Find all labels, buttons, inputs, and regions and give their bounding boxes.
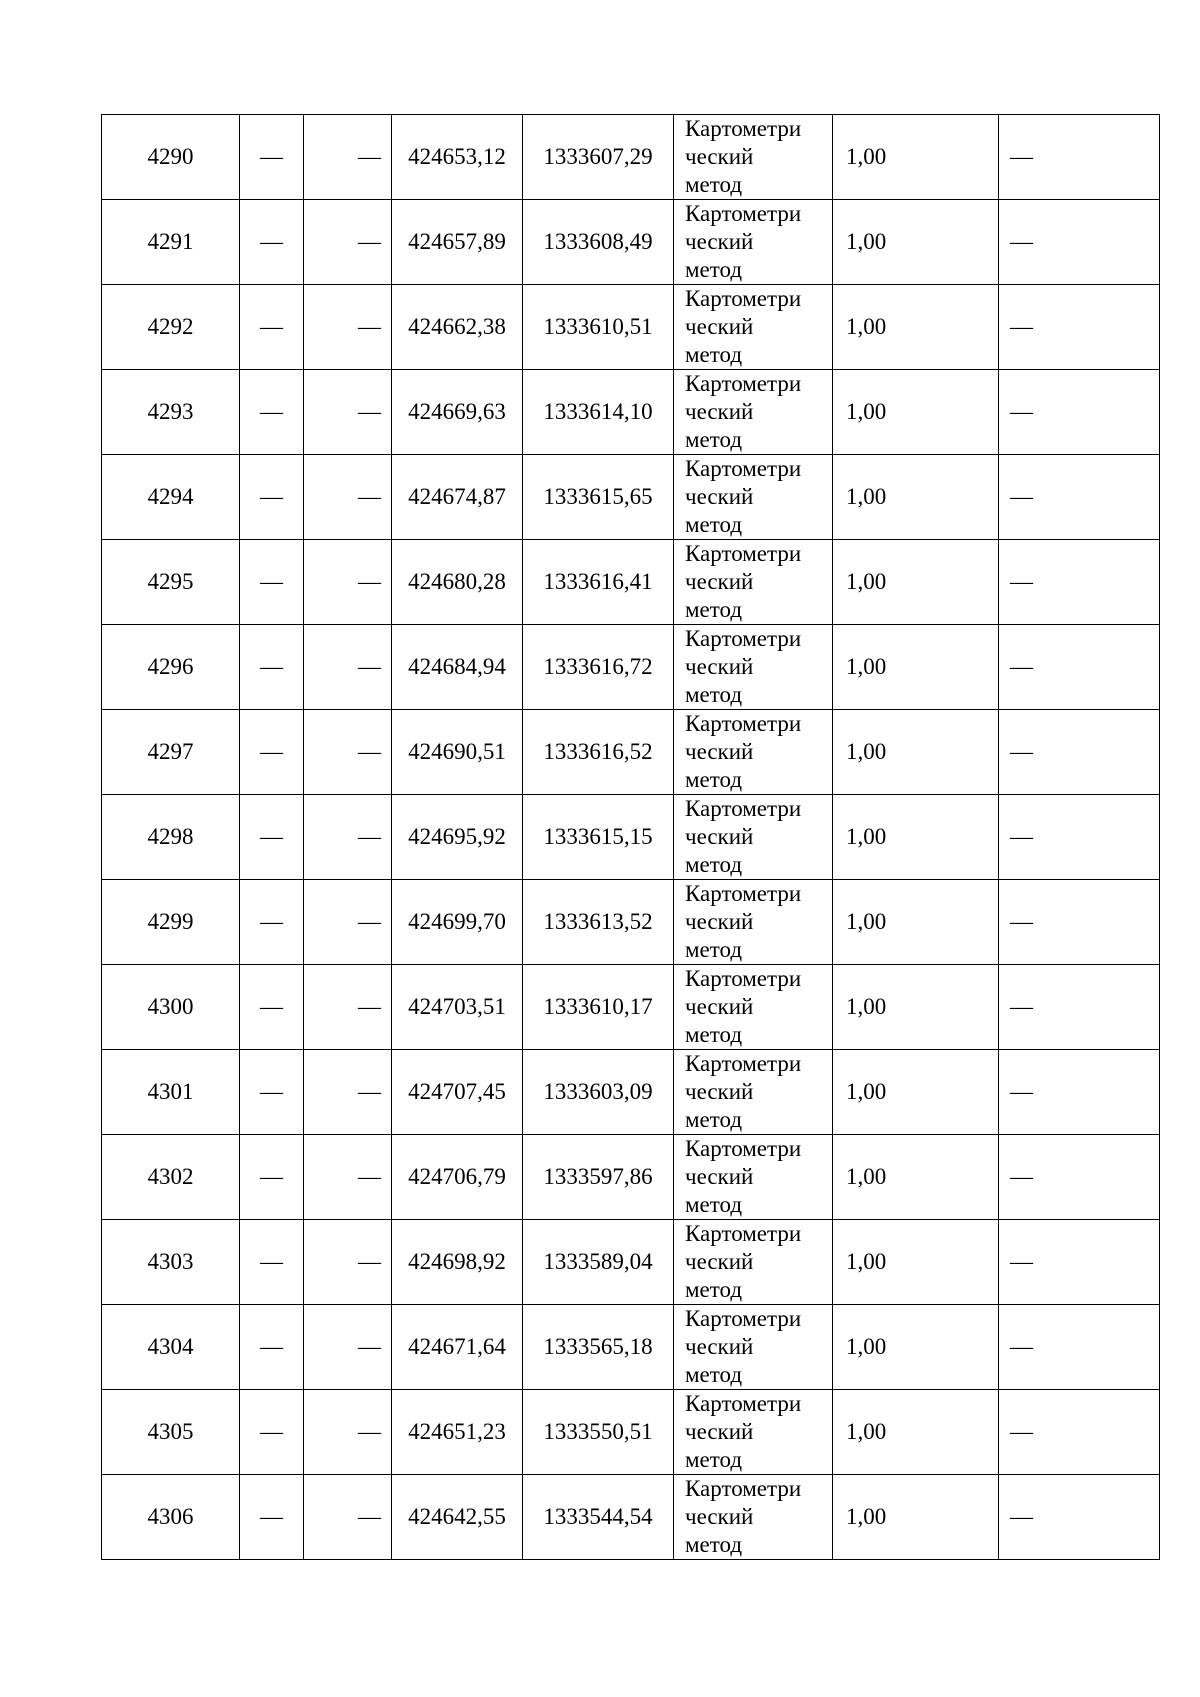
table-row <box>102 115 1160 200</box>
y-coordinate-cell: 1333589,04 <box>523 1220 674 1305</box>
y-coordinate-cell: 1333610,51 <box>523 285 674 370</box>
y-coordinate-cell: 1333615,65 <box>523 455 674 540</box>
method-text-line: метод <box>685 1447 743 1472</box>
method-text-line: ческий <box>685 1419 754 1444</box>
accuracy-cell: 1,00 <box>833 1050 999 1135</box>
accuracy-cell: 1,00 <box>833 285 999 370</box>
method-text-line: ческий <box>685 1079 754 1104</box>
accuracy-cell: 1,00 <box>833 1475 999 1560</box>
method-text-line: метод <box>685 597 743 622</box>
x-coordinate-cell: 424695,92 <box>392 795 523 880</box>
empty-value-cell: — <box>304 540 392 625</box>
x-coordinate-cell: 424707,45 <box>392 1050 523 1135</box>
point-number-cell: 4298 <box>102 795 240 880</box>
point-number-cell: 4301 <box>102 1050 240 1135</box>
method-text-line: Картометри <box>685 371 802 396</box>
x-coordinate-cell: 424642,55 <box>392 1475 523 1560</box>
y-coordinate-cell: 1333597,86 <box>523 1135 674 1220</box>
method-text-line: ческий <box>685 1334 754 1359</box>
table-row <box>102 795 1160 880</box>
y-coordinate-cell: 1333607,29 <box>523 115 674 200</box>
point-number-cell: 4297 <box>102 710 240 795</box>
method-cell <box>674 1390 833 1475</box>
method-text-line: Картометри <box>685 201 802 226</box>
empty-value-cell: — <box>240 795 304 880</box>
point-number-cell: 4290 <box>102 115 240 200</box>
point-number-cell: 4299 <box>102 880 240 965</box>
method-text-line: метод <box>685 852 743 877</box>
y-coordinate-cell: 1333613,52 <box>523 880 674 965</box>
x-coordinate-cell: 424669,63 <box>392 370 523 455</box>
empty-value-cell: — <box>999 200 1160 285</box>
table-row <box>102 1220 1160 1305</box>
method-text-line: ческий <box>685 1249 754 1274</box>
empty-value-cell: — <box>304 1050 392 1135</box>
y-coordinate-cell: 1333610,17 <box>523 965 674 1050</box>
method-cell <box>674 370 833 455</box>
method-text-line: Картометри <box>685 541 802 566</box>
method-cell <box>674 200 833 285</box>
point-number-cell: 4291 <box>102 200 240 285</box>
x-coordinate-cell: 424662,38 <box>392 285 523 370</box>
x-coordinate-cell: 424653,12 <box>392 115 523 200</box>
accuracy-cell: 1,00 <box>833 795 999 880</box>
empty-value-cell: — <box>240 370 304 455</box>
method-text-line: Картометри <box>685 1136 802 1161</box>
empty-value-cell: — <box>304 795 392 880</box>
method-cell <box>674 625 833 710</box>
empty-value-cell: — <box>999 1475 1160 1560</box>
table-row <box>102 200 1160 285</box>
method-text-line: ческий <box>685 654 754 679</box>
method-cell <box>674 880 833 965</box>
point-number-cell: 4294 <box>102 455 240 540</box>
table-row <box>102 370 1160 455</box>
table-body <box>102 115 1160 1560</box>
empty-value-cell: — <box>304 1305 392 1390</box>
method-text-line: метод <box>685 767 743 792</box>
method-cell <box>674 285 833 370</box>
empty-value-cell: — <box>240 1390 304 1475</box>
method-cell <box>674 115 833 200</box>
empty-value-cell: — <box>999 540 1160 625</box>
point-number-cell: 4292 <box>102 285 240 370</box>
table-row <box>102 455 1160 540</box>
accuracy-cell: 1,00 <box>833 1135 999 1220</box>
method-cell <box>674 1050 833 1135</box>
method-text-line: Картометри <box>685 881 802 906</box>
empty-value-cell: — <box>304 455 392 540</box>
accuracy-cell: 1,00 <box>833 1305 999 1390</box>
empty-value-cell: — <box>304 710 392 795</box>
empty-value-cell: — <box>304 285 392 370</box>
x-coordinate-cell: 424706,79 <box>392 1135 523 1220</box>
x-coordinate-cell: 424657,89 <box>392 200 523 285</box>
method-cell <box>674 540 833 625</box>
method-text-line: метод <box>685 1532 743 1557</box>
table-row <box>102 965 1160 1050</box>
empty-value-cell: — <box>999 625 1160 710</box>
y-coordinate-cell: 1333615,15 <box>523 795 674 880</box>
point-number-cell: 4296 <box>102 625 240 710</box>
method-text-line: ческий <box>685 994 754 1019</box>
method-cell <box>674 710 833 795</box>
empty-value-cell: — <box>240 540 304 625</box>
method-text-line: метод <box>685 937 743 962</box>
y-coordinate-cell: 1333616,52 <box>523 710 674 795</box>
method-cell <box>674 965 833 1050</box>
method-text-line: метод <box>685 1022 743 1047</box>
point-number-cell: 4303 <box>102 1220 240 1305</box>
method-text-line: Картометри <box>685 456 802 481</box>
method-text-line: ческий <box>685 1504 754 1529</box>
empty-value-cell: — <box>999 795 1160 880</box>
empty-value-cell: — <box>999 1390 1160 1475</box>
method-text-line: ческий <box>685 739 754 764</box>
method-cell <box>674 455 833 540</box>
accuracy-cell: 1,00 <box>833 1220 999 1305</box>
method-text-line: метод <box>685 342 743 367</box>
accuracy-cell: 1,00 <box>833 370 999 455</box>
x-coordinate-cell: 424698,92 <box>392 1220 523 1305</box>
method-text-line: метод <box>685 1107 743 1132</box>
point-number-cell: 4293 <box>102 370 240 455</box>
table-row <box>102 540 1160 625</box>
table-row <box>102 710 1160 795</box>
x-coordinate-cell: 424651,23 <box>392 1390 523 1475</box>
method-text-line: Картометри <box>685 116 802 141</box>
empty-value-cell: — <box>304 625 392 710</box>
y-coordinate-cell: 1333616,72 <box>523 625 674 710</box>
method-text-line: Картометри <box>685 1391 802 1416</box>
method-text-line: ческий <box>685 569 754 594</box>
method-text-line: ческий <box>685 399 754 424</box>
method-text-line: метод <box>685 682 743 707</box>
method-text-line: ческий <box>685 1164 754 1189</box>
empty-value-cell: — <box>240 1305 304 1390</box>
method-text-line: Картометри <box>685 1476 802 1501</box>
y-coordinate-cell: 1333544,54 <box>523 1475 674 1560</box>
empty-value-cell: — <box>240 625 304 710</box>
empty-value-cell: — <box>240 965 304 1050</box>
method-text-line: Картометри <box>685 286 802 311</box>
method-text-line: Картометри <box>685 1221 802 1246</box>
empty-value-cell: — <box>240 285 304 370</box>
empty-value-cell: — <box>304 965 392 1050</box>
method-text-line: ческий <box>685 909 754 934</box>
empty-value-cell: — <box>240 1135 304 1220</box>
method-text-line: ческий <box>685 314 754 339</box>
point-number-cell: 4300 <box>102 965 240 1050</box>
empty-value-cell: — <box>999 1220 1160 1305</box>
method-text-line: метод <box>685 1192 743 1217</box>
table-row <box>102 1390 1160 1475</box>
empty-value-cell: — <box>304 1475 392 1560</box>
method-text-line: метод <box>685 257 743 282</box>
method-cell <box>674 1220 833 1305</box>
accuracy-cell: 1,00 <box>833 710 999 795</box>
method-text-line: Картометри <box>685 711 802 736</box>
empty-value-cell: — <box>240 200 304 285</box>
accuracy-cell: 1,00 <box>833 1390 999 1475</box>
x-coordinate-cell: 424699,70 <box>392 880 523 965</box>
empty-value-cell: — <box>999 455 1160 540</box>
method-text-line: ческий <box>685 824 754 849</box>
empty-value-cell: — <box>304 370 392 455</box>
method-cell <box>674 1475 833 1560</box>
empty-value-cell: — <box>999 285 1160 370</box>
accuracy-cell: 1,00 <box>833 455 999 540</box>
method-text-line: метод <box>685 1277 743 1302</box>
accuracy-cell: 1,00 <box>833 115 999 200</box>
y-coordinate-cell: 1333608,49 <box>523 200 674 285</box>
method-cell <box>674 795 833 880</box>
method-text-line: Картометри <box>685 796 802 821</box>
empty-value-cell: — <box>999 370 1160 455</box>
method-text-line: ческий <box>685 144 754 169</box>
empty-value-cell: — <box>304 200 392 285</box>
empty-value-cell: — <box>304 115 392 200</box>
point-number-cell: 4295 <box>102 540 240 625</box>
y-coordinate-cell: 1333616,41 <box>523 540 674 625</box>
y-coordinate-cell: 1333614,10 <box>523 370 674 455</box>
y-coordinate-cell: 1333550,51 <box>523 1390 674 1475</box>
method-text-line: ческий <box>685 484 754 509</box>
table-row <box>102 1135 1160 1220</box>
coordinates-table <box>101 114 1160 1560</box>
empty-value-cell: — <box>304 1135 392 1220</box>
accuracy-cell: 1,00 <box>833 880 999 965</box>
point-number-cell: 4302 <box>102 1135 240 1220</box>
method-text-line: метод <box>685 1362 743 1387</box>
table-row <box>102 285 1160 370</box>
method-text-line: ческий <box>685 229 754 254</box>
point-number-cell: 4305 <box>102 1390 240 1475</box>
method-text-line: метод <box>685 172 743 197</box>
x-coordinate-cell: 424690,51 <box>392 710 523 795</box>
accuracy-cell: 1,00 <box>833 965 999 1050</box>
x-coordinate-cell: 424684,94 <box>392 625 523 710</box>
empty-value-cell: — <box>240 880 304 965</box>
method-text-line: метод <box>685 427 743 452</box>
table-row <box>102 1050 1160 1135</box>
empty-value-cell: — <box>240 115 304 200</box>
accuracy-cell: 1,00 <box>833 540 999 625</box>
x-coordinate-cell: 424703,51 <box>392 965 523 1050</box>
empty-value-cell: — <box>304 880 392 965</box>
method-text-line: Картометри <box>685 626 802 651</box>
table-row <box>102 880 1160 965</box>
method-text-line: Картометри <box>685 966 802 991</box>
y-coordinate-cell: 1333603,09 <box>523 1050 674 1135</box>
method-text-line: метод <box>685 512 743 537</box>
empty-value-cell: — <box>999 710 1160 795</box>
empty-value-cell: — <box>240 1220 304 1305</box>
table-row <box>102 625 1160 710</box>
empty-value-cell: — <box>240 1475 304 1560</box>
empty-value-cell: — <box>304 1220 392 1305</box>
point-number-cell: 4304 <box>102 1305 240 1390</box>
method-cell <box>674 1305 833 1390</box>
x-coordinate-cell: 424680,28 <box>392 540 523 625</box>
method-cell <box>674 1135 833 1220</box>
x-coordinate-cell: 424671,64 <box>392 1305 523 1390</box>
empty-value-cell: — <box>999 115 1160 200</box>
table-row <box>102 1475 1160 1560</box>
empty-value-cell: — <box>999 1135 1160 1220</box>
empty-value-cell: — <box>999 1050 1160 1135</box>
empty-value-cell: — <box>240 1050 304 1135</box>
empty-value-cell: — <box>999 965 1160 1050</box>
empty-value-cell: — <box>240 710 304 795</box>
table-row <box>102 1305 1160 1390</box>
empty-value-cell: — <box>999 880 1160 965</box>
accuracy-cell: 1,00 <box>833 625 999 710</box>
y-coordinate-cell: 1333565,18 <box>523 1305 674 1390</box>
point-number-cell: 4306 <box>102 1475 240 1560</box>
empty-value-cell: — <box>999 1305 1160 1390</box>
method-text-line: Картометри <box>685 1306 802 1331</box>
empty-value-cell: — <box>240 455 304 540</box>
accuracy-cell: 1,00 <box>833 200 999 285</box>
x-coordinate-cell: 424674,87 <box>392 455 523 540</box>
empty-value-cell: — <box>304 1390 392 1475</box>
method-text-line: Картометри <box>685 1051 802 1076</box>
